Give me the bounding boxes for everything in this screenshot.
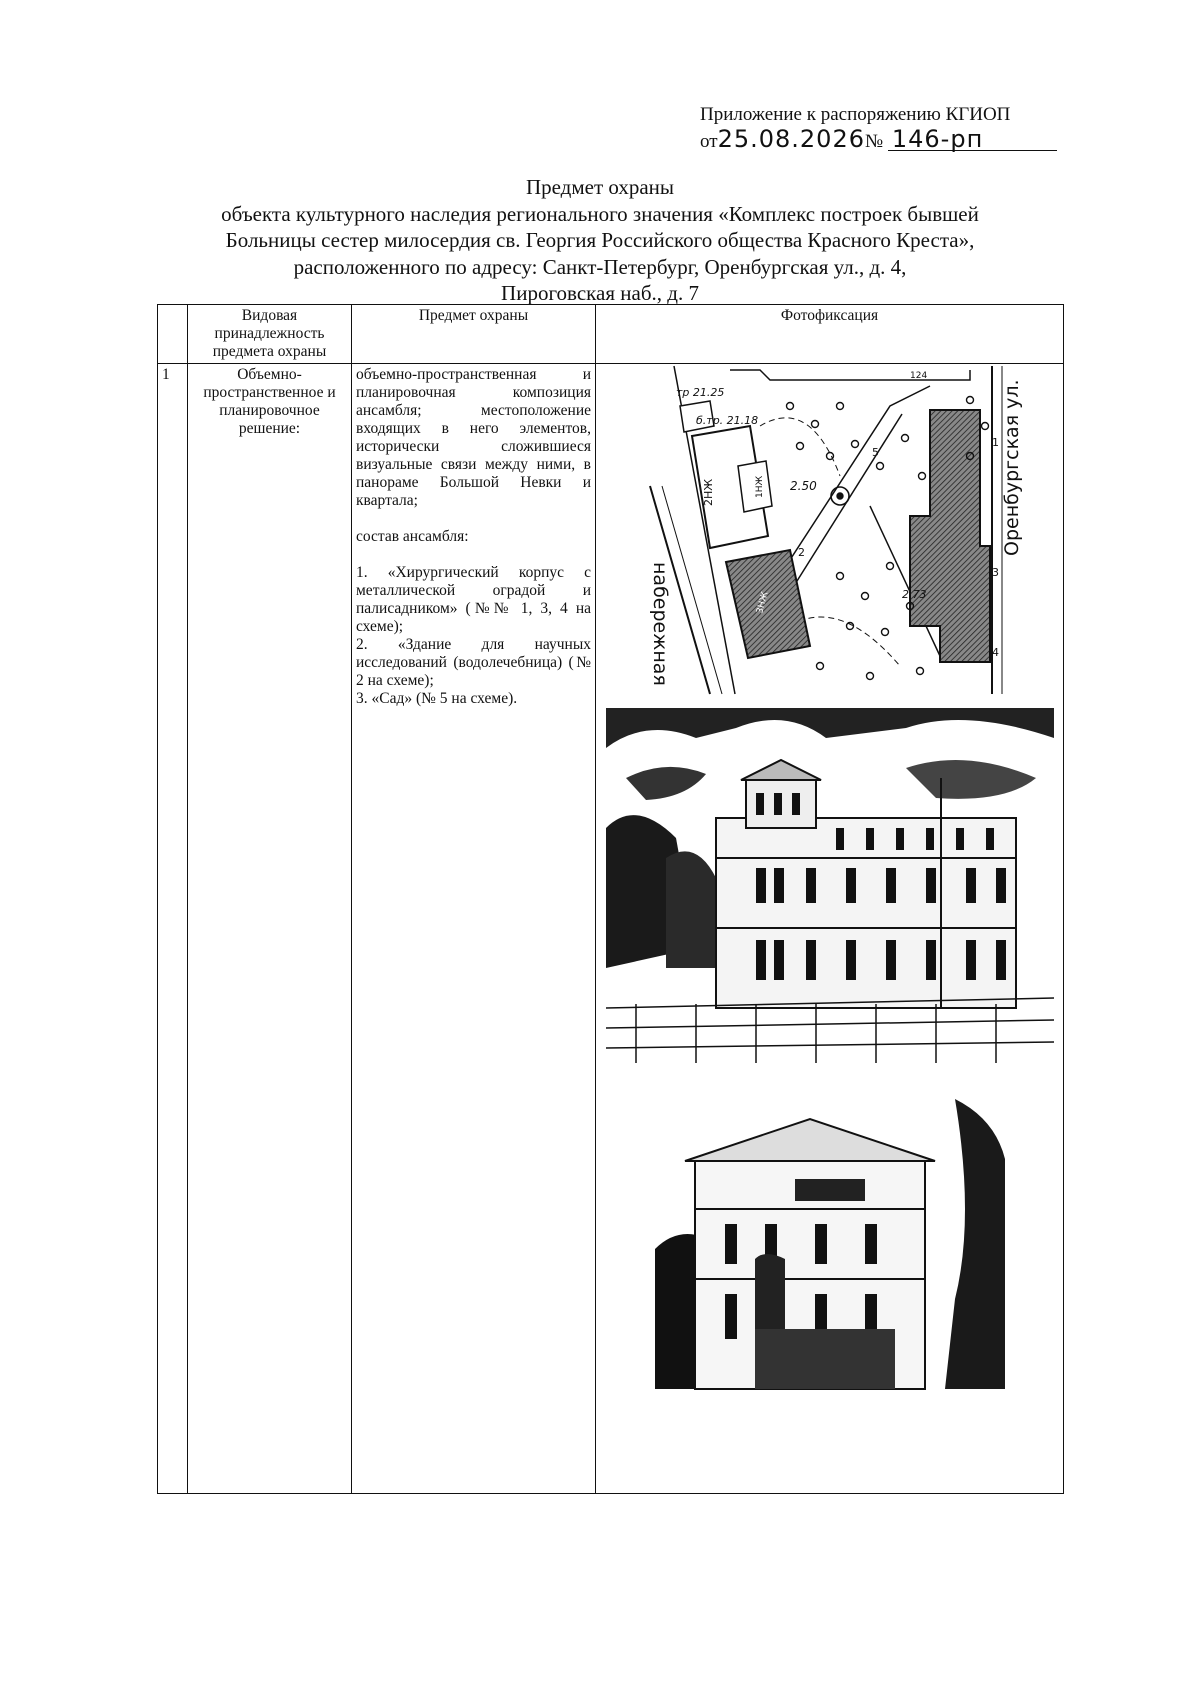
number-label: № (864, 131, 884, 152)
map-label-273: 2.73 (901, 588, 926, 601)
table-row (158, 364, 1064, 1494)
map-bld-a: 2НЖ (701, 478, 715, 506)
ensemble-item-3: 3. «Сад» (№ 5 на схеме). (356, 690, 518, 707)
subject-paragraph-1: объемно-пространственная и планировочная композиция ансамбля; местоположение входящих в него элементов, исторически сложившиеся визуальные связи между ними, в панораме Большой Невки и квартала; (356, 366, 591, 509)
appendix-header (700, 104, 1040, 153)
title-line-2: объекта культурного наследия регионального значения «Комплекс построек бывшей (221, 201, 979, 226)
ensemble-item-2: 2. «Здание для научных исследований (водолечебница) (№ 2 на схеме); (356, 636, 591, 689)
row-kind: Объемно-пространственное и планировочное решение: (188, 364, 352, 1494)
map-number-5: 5 (871, 446, 879, 459)
document-title (140, 174, 1060, 307)
ensemble-item-1: 1. «Хирургический корпус с металлической оградой и палисадником» (№№ 1, 3, 4 на схеме); (356, 564, 591, 635)
appendix-text: Приложение к распоряжению КГИОП (700, 104, 1011, 125)
appendix-date-line (700, 125, 1040, 153)
map-label-124: 124 (909, 371, 927, 381)
map-number-1: 1 (991, 436, 999, 449)
photo-hydrotherapy-building (655, 1099, 1005, 1389)
title-line-5: Пироговская наб., д. 7 (501, 281, 699, 305)
header-subject: Предмет охраны (352, 305, 596, 364)
map-bld-b: 1НЖ (754, 475, 765, 498)
header-photo: Фотофиксация (596, 305, 1064, 364)
from-label: от (700, 131, 718, 152)
map-bld-c: 3НЖ (754, 590, 771, 615)
title-line-1: Предмет охраны (525, 175, 675, 199)
photo-surgical-building (606, 708, 1054, 1063)
table-header-row (158, 305, 1064, 364)
row-subject (352, 364, 596, 1494)
appendix-date: 25.08.2026 (717, 125, 865, 153)
header-kind: Видовая принадлежность предмета охраны (188, 305, 352, 364)
site-plan-map (640, 366, 1023, 694)
header-num (158, 305, 188, 364)
title-line-4: расположенного по адресу: Санкт-Петербург, Оренбургская ул., д. 4, (293, 254, 907, 279)
photo-cell (596, 364, 1064, 1494)
row-number: 1 (158, 364, 188, 1494)
map-label-tr: тр 21.25 (675, 386, 724, 399)
map-label-btr: б.тр. 21.18 (695, 414, 758, 427)
subject-paragraph-2: состав ансамбля: (356, 528, 469, 545)
title-line-3: Больницы сестер милосердия св. Георгия Российского общества Красного Креста», (225, 228, 975, 252)
map-street-right: Оренбургская ул. (1000, 379, 1023, 556)
map-street-left: набережная (648, 562, 671, 686)
map-number-4: 4 (991, 646, 999, 659)
map-label-250: 2.50 (789, 479, 817, 493)
appendix-number: 146-рп (888, 128, 1057, 151)
map-number-3: 3 (991, 566, 999, 579)
protection-table (157, 304, 1064, 1494)
map-number-2: 2 (797, 546, 805, 559)
